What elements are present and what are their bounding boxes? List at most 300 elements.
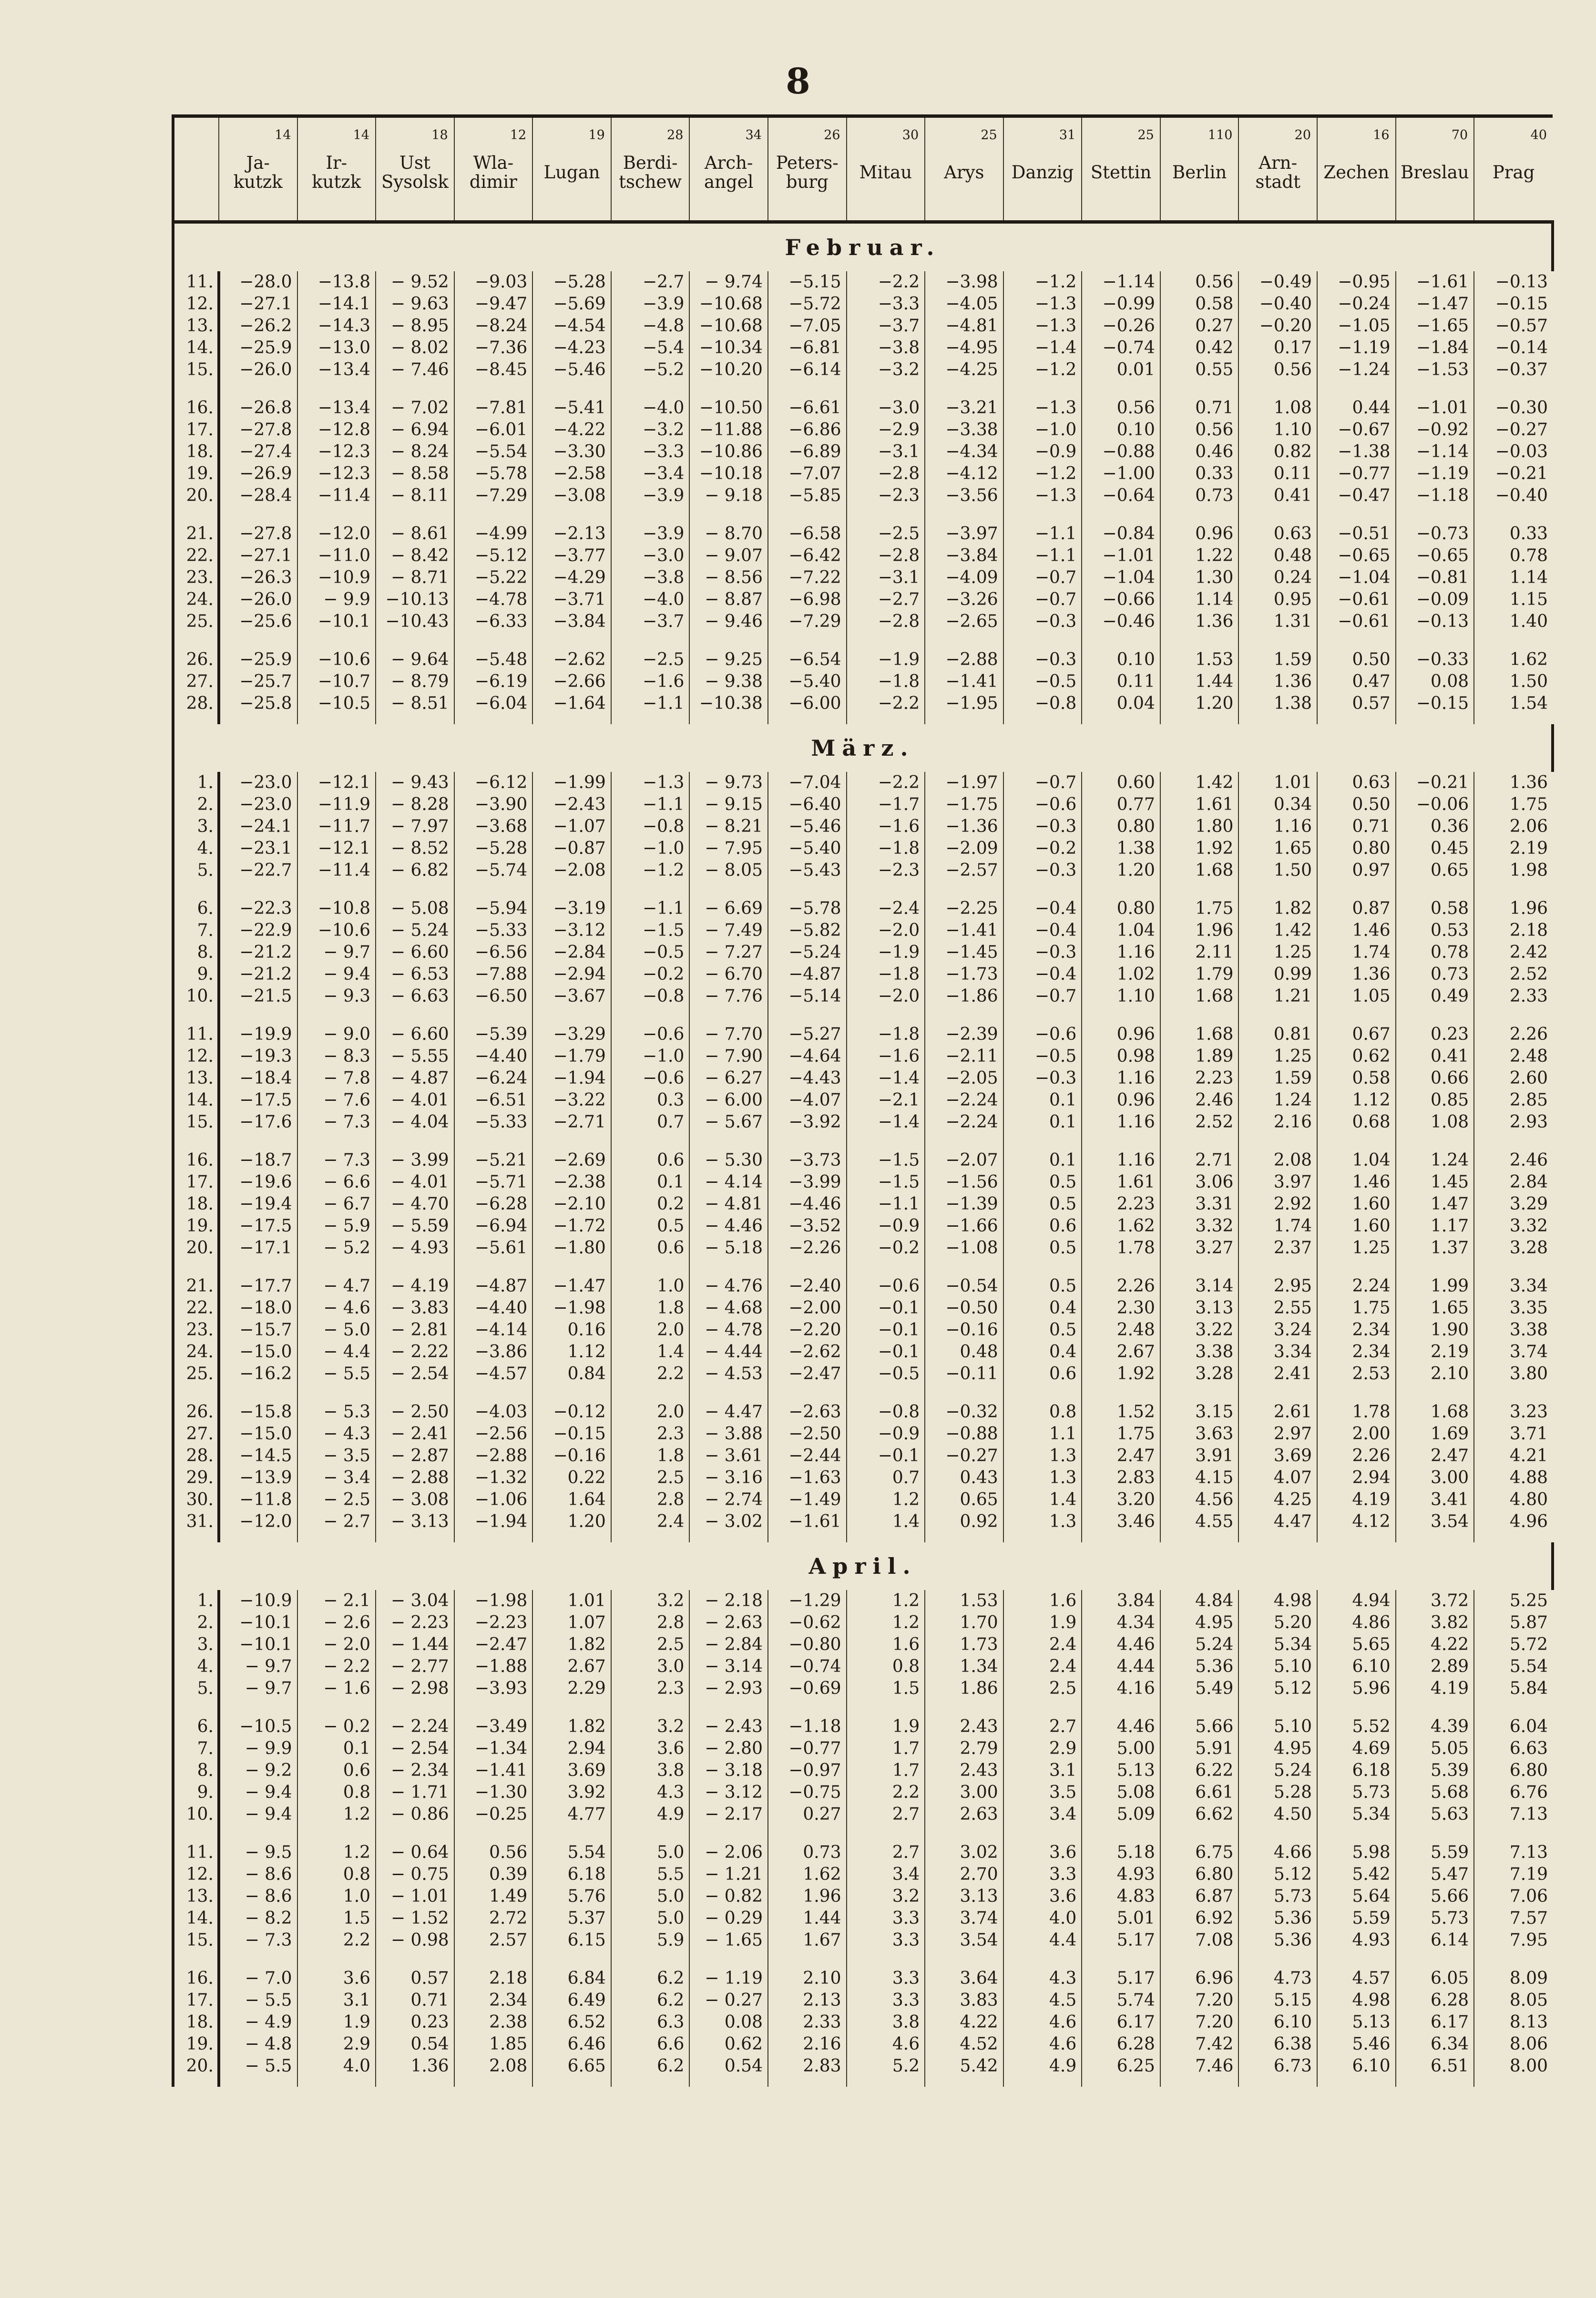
value-cell: −0.06 [1396, 794, 1474, 816]
value-cell: −24.1 [219, 816, 297, 838]
value-cell: 3.28 [1474, 1237, 1553, 1259]
value-cell: − 9.7 [297, 942, 376, 964]
value-cell: −0.61 [1317, 611, 1396, 633]
value-cell: − 2.93 [689, 1678, 768, 1700]
value-cell: 1.14 [1160, 589, 1239, 611]
value-cell: −0.2 [1003, 838, 1082, 860]
spacer-cell [454, 882, 533, 898]
value-cell: 4.9 [611, 1804, 690, 1826]
value-cell: 0.6 [611, 1149, 690, 1171]
value-cell: −18.0 [219, 1297, 297, 1319]
value-cell: 6.80 [1160, 1864, 1239, 1886]
value-cell: − 4.01 [376, 1089, 454, 1111]
value-cell: −0.21 [1396, 772, 1474, 794]
value-cell: 3.31 [1160, 1193, 1239, 1215]
value-cell: 0.56 [454, 1842, 533, 1864]
value-cell: −4.12 [925, 463, 1003, 485]
value-cell: 3.20 [1082, 1489, 1160, 1511]
value-cell: − 0.2 [297, 1716, 376, 1738]
value-cell: −1.49 [768, 1489, 847, 1511]
value-cell: −5.40 [768, 671, 847, 693]
value-cell: 6.38 [1238, 2033, 1317, 2055]
spacer-cell [847, 2077, 925, 2087]
month-heading-row [173, 222, 1553, 272]
spacer-cell [297, 1259, 376, 1275]
value-cell: −13.9 [219, 1467, 297, 1489]
value-cell: 0.6 [297, 1760, 376, 1782]
value-cell: − 2.87 [376, 1445, 454, 1467]
day-cell: 19. [173, 463, 219, 485]
value-cell: − 2.43 [689, 1716, 768, 1738]
value-cell: − 1.01 [376, 1886, 454, 1908]
value-cell: 1.20 [532, 1511, 611, 1533]
value-cell: − 1.44 [376, 1634, 454, 1656]
value-cell: −21.5 [219, 985, 297, 1007]
spacer-cell [219, 1385, 297, 1401]
day-cell: 4. [173, 838, 219, 860]
station-name: Ust Sysolsk [381, 152, 449, 192]
value-cell: − 4.19 [376, 1275, 454, 1297]
value-cell: 4.6 [1003, 2033, 1082, 2055]
value-cell: −0.1 [847, 1319, 925, 1341]
spacer-cell [454, 1826, 533, 1842]
spacer-cell [1396, 1700, 1474, 1716]
spacer-cell [173, 633, 219, 649]
value-cell: 4.6 [847, 2033, 925, 2055]
spacer-cell [1160, 1700, 1239, 1716]
spacer-cell [925, 1385, 1003, 1401]
spacer-cell [454, 1133, 533, 1149]
value-cell: 5.36 [1160, 1656, 1239, 1678]
spacer-cell [297, 1826, 376, 1842]
day-cell: 5. [173, 1678, 219, 1700]
value-cell: 3.63 [1160, 1423, 1239, 1445]
value-cell: −2.9 [847, 419, 925, 441]
spacer-cell [376, 633, 454, 649]
spacer-cell [297, 1700, 376, 1716]
value-cell: 2.4 [611, 1511, 690, 1533]
value-cell: − 7.3 [297, 1111, 376, 1133]
value-cell: 5.15 [1238, 1990, 1317, 2011]
spacer-cell [1003, 507, 1082, 523]
spacer-cell [1474, 2077, 1553, 2087]
value-cell: −5.72 [768, 293, 847, 315]
value-cell: 4.95 [1160, 1612, 1239, 1634]
value-cell: −3.4 [611, 463, 690, 485]
table-row [173, 545, 1553, 567]
value-cell: −12.0 [297, 523, 376, 545]
spacer-cell [173, 882, 219, 898]
value-cell: 5.13 [1317, 2011, 1396, 2033]
station-header [1082, 116, 1160, 222]
spacer-cell [173, 2077, 219, 2087]
value-cell: −12.3 [297, 441, 376, 463]
value-cell: −10.38 [689, 693, 768, 715]
value-cell: −2.69 [532, 1149, 611, 1171]
value-cell: 2.3 [611, 1678, 690, 1700]
day-cell: 25. [173, 1363, 219, 1385]
value-cell: 1.4 [847, 1511, 925, 1533]
value-cell: 3.4 [1003, 1804, 1082, 1826]
station-elevation: 25 [1137, 128, 1154, 143]
value-cell: −4.0 [611, 397, 690, 419]
spacer-cell [689, 2077, 768, 2087]
spacer-cell [1396, 1533, 1474, 1542]
value-cell: − 2.88 [376, 1467, 454, 1489]
table-row [173, 860, 1553, 882]
value-cell: 5.34 [1317, 1804, 1396, 1826]
spacer-cell [1474, 1951, 1553, 1968]
value-cell: −2.05 [925, 1067, 1003, 1089]
spacer-cell [689, 1533, 768, 1542]
value-cell: − 0.98 [376, 1929, 454, 1951]
spacer-cell [1238, 2077, 1317, 2087]
value-cell: 1.50 [1238, 860, 1317, 882]
spacer-cell [689, 715, 768, 724]
value-cell: − 5.30 [689, 1149, 768, 1171]
spacer-cell [1003, 1533, 1082, 1542]
value-cell: 4.66 [1238, 1842, 1317, 1864]
value-cell: − 2.54 [376, 1738, 454, 1760]
station-elevation: 20 [1294, 128, 1311, 143]
value-cell: −1.1 [611, 693, 690, 715]
table-row [173, 441, 1553, 463]
value-cell: −3.3 [847, 293, 925, 315]
spacer-cell [1238, 1700, 1317, 1716]
value-cell: −12.3 [297, 463, 376, 485]
value-cell: 6.49 [532, 1990, 611, 2011]
spacer-cell [1317, 1133, 1396, 1149]
value-cell: −4.57 [454, 1363, 533, 1385]
day-cell: 10. [173, 985, 219, 1007]
value-cell: 3.06 [1160, 1171, 1239, 1193]
value-cell: −3.73 [768, 1149, 847, 1171]
spacer-cell [1317, 882, 1396, 898]
value-cell: −6.56 [454, 942, 533, 964]
day-cell: 17. [173, 419, 219, 441]
value-cell: − 9.64 [376, 649, 454, 671]
value-cell: −1.1 [1003, 523, 1082, 545]
value-cell: 2.71 [1160, 1149, 1239, 1171]
value-cell: −1.66 [925, 1215, 1003, 1237]
value-cell: 5.68 [1396, 1782, 1474, 1804]
value-cell: 0.10 [1082, 419, 1160, 441]
value-cell: 7.19 [1474, 1864, 1553, 1886]
value-cell: −0.77 [1317, 463, 1396, 485]
spacer-cell [1238, 1826, 1317, 1842]
value-cell: 0.1 [1003, 1089, 1082, 1111]
value-cell: −6.40 [768, 794, 847, 816]
value-cell: − 4.70 [376, 1193, 454, 1215]
value-cell: −1.73 [925, 964, 1003, 985]
value-cell: − 9.73 [689, 772, 768, 794]
spacer-cell [297, 1133, 376, 1149]
value-cell: −0.7 [1003, 772, 1082, 794]
value-cell: −1.39 [925, 1193, 1003, 1215]
value-cell: −6.98 [768, 589, 847, 611]
value-cell: 0.85 [1396, 1089, 1474, 1111]
value-cell: − 3.04 [376, 1590, 454, 1612]
value-cell: 0.58 [1160, 293, 1239, 315]
spacer-cell [532, 381, 611, 397]
station-elevation: 25 [981, 128, 997, 143]
value-cell: −28.0 [219, 271, 297, 293]
value-cell: −5.78 [454, 463, 533, 485]
spacer-cell [611, 715, 690, 724]
value-cell: −5.48 [454, 649, 533, 671]
station-elevation: 14 [353, 128, 370, 143]
value-cell: 4.39 [1396, 1716, 1474, 1738]
value-cell: 0.78 [1396, 942, 1474, 964]
value-cell: 4.50 [1238, 1804, 1317, 1826]
spacer-cell [689, 633, 768, 649]
value-cell: 0.58 [1396, 898, 1474, 920]
value-cell: 1.1 [1003, 1423, 1082, 1445]
value-cell: 3.2 [611, 1716, 690, 1738]
spacer-cell [219, 2077, 297, 2087]
value-cell: 0.7 [847, 1467, 925, 1489]
value-cell: 4.95 [1238, 1738, 1317, 1760]
value-cell: −1.3 [1003, 485, 1082, 507]
value-cell: 4.6 [1003, 2011, 1082, 2033]
value-cell: −1.86 [925, 985, 1003, 1007]
value-cell: 1.34 [925, 1656, 1003, 1678]
value-cell: 1.80 [1160, 816, 1239, 838]
value-cell: 7.08 [1160, 1929, 1239, 1951]
value-cell: − 6.27 [689, 1067, 768, 1089]
value-cell: −0.3 [1003, 942, 1082, 964]
value-cell: 1.36 [1160, 611, 1239, 633]
station-header-row [173, 116, 1553, 222]
spacer-cell [1003, 633, 1082, 649]
value-cell: 1.10 [1082, 985, 1160, 1007]
value-cell: −4.25 [925, 359, 1003, 381]
value-cell: −7.36 [454, 337, 533, 359]
value-cell: 0.56 [1082, 397, 1160, 419]
table-row [173, 2055, 1553, 2077]
value-cell: −17.6 [219, 1111, 297, 1133]
value-cell: 5.36 [1238, 1908, 1317, 1929]
value-cell: −0.1 [847, 1297, 925, 1319]
value-cell: − 5.24 [376, 920, 454, 942]
value-cell: −21.2 [219, 964, 297, 985]
spacer-cell [847, 715, 925, 724]
value-cell: 1.21 [1238, 985, 1317, 1007]
value-cell: 1.2 [847, 1612, 925, 1634]
value-cell: 3.27 [1160, 1237, 1239, 1259]
value-cell: −10.34 [689, 337, 768, 359]
spacer-cell [1396, 1951, 1474, 1968]
spacer-cell [376, 1133, 454, 1149]
value-cell: −26.9 [219, 463, 297, 485]
value-cell: − 1.6 [297, 1678, 376, 1700]
value-cell: 5.18 [1082, 1842, 1160, 1864]
value-cell: −4.99 [454, 523, 533, 545]
value-cell: −4.43 [768, 1067, 847, 1089]
value-cell: −22.3 [219, 898, 297, 920]
spacer-cell [1474, 1533, 1553, 1542]
day-cell: 12. [173, 1046, 219, 1067]
value-cell: −0.50 [925, 1297, 1003, 1319]
value-cell: − 4.01 [376, 1171, 454, 1193]
value-cell: − 8.02 [376, 337, 454, 359]
table-row [173, 397, 1553, 419]
value-cell: − 3.18 [689, 1760, 768, 1782]
value-cell: −3.93 [454, 1678, 533, 1700]
value-cell: −18.7 [219, 1149, 297, 1171]
spacer-cell [768, 633, 847, 649]
value-cell: 2.18 [1474, 920, 1553, 942]
spacer-cell [532, 1533, 611, 1542]
value-cell: −0.73 [1396, 523, 1474, 545]
value-cell: −1.4 [847, 1067, 925, 1089]
value-cell: −2.88 [925, 649, 1003, 671]
spacer-cell [454, 1951, 533, 1968]
value-cell: 5.96 [1317, 1678, 1396, 1700]
value-cell: 5.84 [1474, 1678, 1553, 1700]
value-cell: −3.19 [532, 898, 611, 920]
value-cell: −7.88 [454, 964, 533, 985]
value-cell: − 9.52 [376, 271, 454, 293]
spacer-cell [1003, 1951, 1082, 1968]
spacer-cell [689, 1826, 768, 1842]
spacer-cell [1160, 381, 1239, 397]
value-cell: −1.8 [847, 671, 925, 693]
value-cell: 2.94 [532, 1738, 611, 1760]
value-cell: −10.13 [376, 589, 454, 611]
value-cell: 0.50 [1317, 794, 1396, 816]
month-heading: Februar. [173, 222, 1553, 272]
value-cell: − 8.56 [689, 567, 768, 589]
value-cell: −4.8 [611, 315, 690, 337]
value-cell: − 7.02 [376, 397, 454, 419]
station-header [1474, 116, 1553, 222]
value-cell: 0.6 [1003, 1363, 1082, 1385]
value-cell: −10.8 [297, 898, 376, 920]
value-cell: 3.4 [847, 1864, 925, 1886]
value-cell: −1.75 [925, 794, 1003, 816]
value-cell: 0.5 [1003, 1319, 1082, 1341]
day-cell: 21. [173, 523, 219, 545]
value-cell: −4.40 [454, 1297, 533, 1319]
value-cell: − 8.61 [376, 523, 454, 545]
value-cell: −0.14 [1474, 337, 1553, 359]
spacer-cell [297, 2077, 376, 2087]
value-cell: 2.9 [1003, 1738, 1082, 1760]
station-name: Zechen [1323, 162, 1390, 183]
value-cell: − 4.6 [297, 1297, 376, 1319]
spacer-cell [1396, 1385, 1474, 1401]
value-cell: −0.64 [1082, 485, 1160, 507]
value-cell: 6.10 [1238, 2011, 1317, 2033]
value-cell: −0.4 [1003, 964, 1082, 985]
value-cell: 0.8 [297, 1782, 376, 1804]
value-cell: −0.9 [847, 1423, 925, 1445]
value-cell: 0.6 [611, 1237, 690, 1259]
value-cell: − 5.5 [219, 1990, 297, 2011]
value-cell: 1.53 [925, 1590, 1003, 1612]
value-cell: 0.87 [1317, 898, 1396, 920]
value-cell: 4.22 [925, 2011, 1003, 2033]
value-cell: −1.05 [1317, 315, 1396, 337]
value-cell: 3.97 [1238, 1171, 1317, 1193]
value-cell: −5.33 [454, 920, 533, 942]
value-cell: −7.04 [768, 772, 847, 794]
value-cell: 0.80 [1082, 816, 1160, 838]
spacer-cell [1160, 715, 1239, 724]
value-cell: 1.7 [847, 1738, 925, 1760]
value-cell: 0.1 [297, 1738, 376, 1760]
value-cell: −3.21 [925, 397, 1003, 419]
value-cell: −1.38 [1317, 441, 1396, 463]
value-cell: −11.9 [297, 794, 376, 816]
value-cell: 2.61 [1238, 1401, 1317, 1423]
value-cell: 1.38 [1082, 838, 1160, 860]
table-row [173, 649, 1553, 671]
value-cell: −27.1 [219, 293, 297, 315]
value-cell: 0.4 [1003, 1297, 1082, 1319]
value-cell: 6.65 [532, 2055, 611, 2077]
value-cell: 2.34 [454, 1990, 533, 2011]
spacer-cell [173, 1133, 219, 1149]
month-heading: April. [173, 1542, 1553, 1590]
value-cell: 0.49 [1396, 985, 1474, 1007]
value-cell: −0.12 [532, 1401, 611, 1423]
value-cell: −6.04 [454, 693, 533, 715]
value-cell: −0.69 [768, 1678, 847, 1700]
value-cell: 3.8 [611, 1760, 690, 1782]
value-cell: −4.46 [768, 1193, 847, 1215]
table-row [173, 1842, 1553, 1864]
value-cell: 4.69 [1317, 1738, 1396, 1760]
value-cell: 1.01 [532, 1590, 611, 1612]
value-cell: 5.12 [1238, 1864, 1317, 1886]
day-cell: 8. [173, 942, 219, 964]
spacer-cell [768, 1007, 847, 1024]
value-cell: −2.58 [532, 463, 611, 485]
value-cell: − 0.27 [689, 1990, 768, 2011]
value-cell: −2.57 [925, 860, 1003, 882]
day-cell: 25. [173, 611, 219, 633]
table-row [173, 964, 1553, 985]
spacer-cell [768, 507, 847, 523]
value-cell: − 9.0 [297, 1024, 376, 1046]
value-cell: 5.17 [1082, 1968, 1160, 1990]
value-cell: −2.62 [768, 1341, 847, 1363]
spacer-cell [611, 2077, 690, 2087]
value-cell: −26.3 [219, 567, 297, 589]
value-cell: 1.65 [1396, 1297, 1474, 1319]
value-cell: 1.3 [1003, 1467, 1082, 1489]
value-cell: 2.34 [1317, 1341, 1396, 1363]
value-cell: −3.97 [925, 523, 1003, 545]
value-cell: − 6.53 [376, 964, 454, 985]
station-elevation: 31 [1059, 128, 1076, 143]
value-cell: 1.20 [1160, 693, 1239, 715]
spacer-cell [1396, 1826, 1474, 1842]
value-cell: 1.25 [1238, 942, 1317, 964]
spacer-cell [1238, 1007, 1317, 1024]
value-cell: −11.4 [297, 860, 376, 882]
spacer-cell [376, 1533, 454, 1542]
value-cell: −2.88 [454, 1445, 533, 1467]
value-cell: −19.6 [219, 1171, 297, 1193]
spacer-cell [1317, 633, 1396, 649]
value-cell: −1.3 [1003, 293, 1082, 315]
value-cell: − 1.52 [376, 1908, 454, 1929]
spacer-cell [219, 1826, 297, 1842]
value-cell: 5.25 [1474, 1590, 1553, 1612]
